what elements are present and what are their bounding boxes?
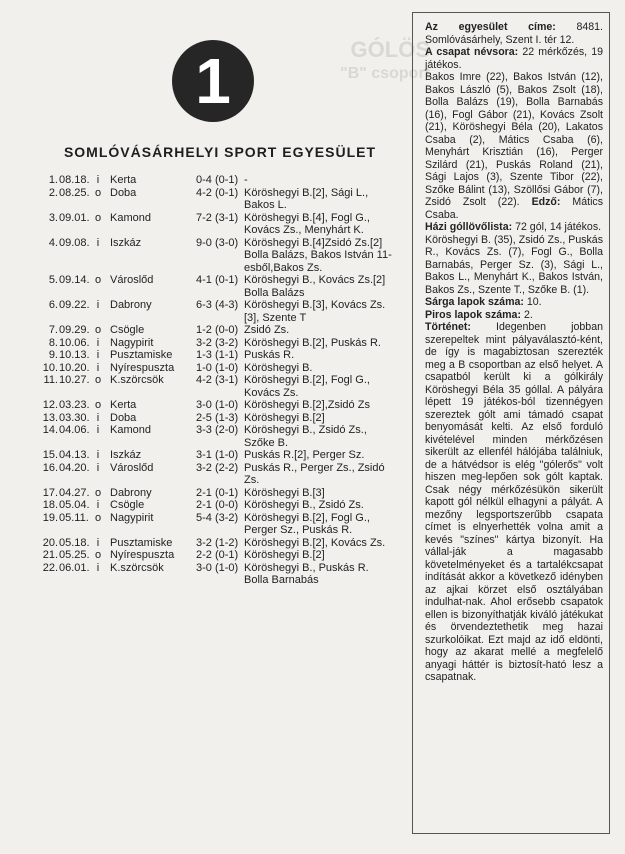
home-away-flag: i [96, 361, 100, 374]
opponent-name: Csögle [110, 324, 145, 336]
result-row [0, 374, 400, 399]
opponent-name: Nagypirit [110, 511, 154, 524]
result-row [0, 399, 400, 412]
goal-scorers: Köröshegyi B.[2], Sági L., Bakos L. [244, 186, 369, 211]
scorers-value: 72 gól, 14 játékos. [515, 221, 602, 233]
history-label: Történet: [425, 321, 471, 333]
opponent-name: K.szörcsök [110, 561, 164, 574]
home-away-flag: i [96, 299, 100, 311]
match-date: 10.27. [59, 374, 90, 386]
opponent-name: Dabrony [110, 486, 152, 499]
address-value: 8481. Somlóvásárhely, Szent I. tér 12. [425, 21, 603, 46]
result-row [0, 487, 400, 500]
home-away-flag: i [96, 336, 100, 349]
opponent-name: Kerta [110, 174, 137, 186]
goal-scorers: Köröshegyi B.[2], Fogl G., Kovács Zs. [244, 374, 370, 399]
goal-scorers: Puskás R., Perger Zs., Zsidó Zs. [244, 461, 385, 486]
match-number: 20. [42, 536, 58, 549]
home-away-flag: i [96, 174, 100, 186]
roster-label: A csapat névsora: [425, 46, 519, 58]
result-row [0, 324, 400, 337]
goal-scorers: Puskás R.[2], Perger Sz. [244, 449, 365, 461]
match-date: 03.30. [59, 411, 90, 424]
match-number: 19. [42, 511, 58, 524]
match-score: 3-2 (2-2) [196, 461, 239, 474]
match-number: 1. [48, 174, 58, 186]
opponent-name: Nyírespuszta [110, 361, 175, 374]
match-date: 09.29. [59, 324, 90, 336]
roster-paragraph [425, 46, 603, 71]
result-row [0, 462, 400, 487]
address-paragraph [425, 21, 603, 46]
result-row [0, 237, 400, 275]
coach-label: Edző: [531, 196, 561, 208]
match-number: 17. [42, 486, 58, 499]
result-row [0, 212, 400, 237]
match-score: 4-2 (3-1) [196, 374, 239, 386]
match-date: 06.01. [59, 561, 90, 574]
home-away-flag: o [94, 324, 102, 336]
match-score: 3-2 (1-2) [196, 536, 239, 549]
goal-scorers: Köröshegyi B., Zsidó Zs. [244, 499, 364, 511]
home-away-flag: i [96, 349, 100, 361]
match-score: 6-3 (4-3) [196, 299, 239, 311]
club-info-column [412, 12, 610, 834]
match-number: 2. [48, 186, 58, 199]
goal-scorers: - [244, 174, 248, 186]
yellow-cards-label: Sárga lapok száma: [425, 296, 524, 308]
match-number: 6. [48, 299, 58, 311]
opponent-name: Pusztamiske [110, 349, 173, 361]
match-date: 04.20. [59, 461, 90, 474]
match-score: 1-2 (0-0) [196, 324, 239, 336]
result-row [0, 362, 400, 375]
goal-scorers: Köröshegyi B.[2], Kovács Zs. [244, 536, 386, 549]
home-away-flag: o [94, 274, 102, 286]
goal-scorers: Köröshegyi B.[2],Zsidó Zs [244, 399, 370, 411]
goal-scorers: Köröshegyi B., Puskás R. Bolla Barnabás [244, 561, 369, 586]
match-date: 09.22. [59, 299, 90, 311]
match-score: 2-1 (0-0) [196, 499, 239, 511]
scorers-paragraph [425, 221, 603, 234]
match-score: 3-2 (3-2) [196, 336, 239, 349]
match-number: 11. [43, 374, 58, 386]
home-away-flag: i [96, 461, 100, 474]
opponent-name: Iszkáz [110, 236, 142, 249]
match-date: 08.25. [59, 186, 90, 199]
result-row [0, 499, 400, 512]
result-row [0, 449, 400, 462]
match-score: 0-4 (0-1) [196, 174, 239, 186]
opponent-name: Városlőd [110, 274, 154, 286]
goal-scorers: Köröshegyi B.[2] [244, 411, 325, 424]
opponent-name: Kamond [110, 211, 151, 224]
scorers-label: Házi góllövőlista: [425, 221, 513, 233]
red-cards-label: Piros lapok száma: [425, 308, 521, 321]
result-row [0, 349, 400, 362]
match-date: 05.11. [59, 511, 89, 524]
match-number: 5. [48, 274, 58, 286]
ghost-header-line-1: GÓLÖS [350, 37, 430, 62]
club-title: SOMLÓVÁSÁRHELYI SPORT EGYESÜLET [63, 144, 377, 160]
result-row [0, 274, 400, 299]
opponent-name: Pusztamiske [110, 536, 173, 549]
ghost-header-line-2: "B" csoport [340, 65, 430, 82]
yellow-cards-paragraph [425, 296, 603, 309]
home-away-flag: o [94, 374, 102, 386]
home-away-flag: o [94, 211, 102, 224]
opponent-name: Városlőd [110, 461, 154, 474]
match-date: 05.04. [59, 499, 90, 511]
home-away-flag: o [94, 549, 102, 561]
goal-scorers: Köröshegyi B.[3] [244, 486, 325, 499]
match-date: 10.20. [59, 361, 90, 374]
red-cards-paragraph [425, 309, 603, 322]
home-away-flag: i [96, 449, 100, 461]
goal-scorers: Köröshegyi B.[4], Fogl G., Kovács Zs., Menyhárt K. [244, 211, 370, 236]
result-row [0, 537, 400, 550]
match-score: 3-3 (2-0) [196, 424, 239, 436]
match-number: 13. [42, 411, 58, 424]
address-label: Az egyesület címe: [425, 21, 556, 33]
match-score: 1-0 (1-0) [196, 361, 239, 374]
match-score: 2-5 (1-3) [196, 411, 239, 424]
opponent-name: Dabrony [110, 299, 152, 311]
match-date: 04.27. [59, 486, 90, 499]
match-number: 3. [48, 211, 58, 224]
match-number: 8. [48, 336, 58, 349]
result-row [0, 512, 400, 537]
match-date: 03.23. [59, 399, 90, 411]
match-number: 7. [48, 324, 58, 336]
match-score: 4-2 (0-1) [196, 186, 239, 199]
history-paragraph [425, 321, 603, 684]
match-date: 04.06. [59, 424, 90, 436]
result-row [0, 337, 400, 350]
roster-names: Bakos Imre (22), Bakos István (12), Bakos László (5), Bakos Zsolt (18), Bolla Balázs (19), Bolla Barnabás (16), Fogl Gábor (21), Kovács Zsolt (21), Köröshegyi Béla (20), Lakatos Csaba (2), Mátics Csaba (6), Menyhárt Krisztián (16), Perger Szilárd (21), Puskás Roland (21), Sági Lajos (3), Szente Tibor (22), Szőke Bálint (13), Szöllősi Gábor (7), Zsidó Zsolt (22). [425, 71, 603, 208]
results-table [0, 174, 400, 587]
result-row [0, 174, 400, 187]
goal-scorers: Zsidó Zs. [244, 324, 290, 336]
match-number: 16. [42, 461, 58, 474]
scorers-names: Köröshegyi B. (35), Zsidó Zs., Puskás R., Kovács Zs. (7), Fogl G., Bolla Barnabás, Perger Sz. (3), Sági L., Bakos L., Menyhárt K., Bakos István, Bakos Zs., Szente T., Szőke B. (1). [425, 233, 603, 296]
opponent-name: K.szörcsök [110, 374, 164, 386]
match-date: 05.25. [59, 549, 90, 561]
match-date: 10.13. [59, 349, 90, 361]
home-away-flag: o [94, 186, 102, 199]
opponent-name: Iszkáz [110, 449, 142, 461]
match-date: 10.06. [59, 336, 90, 349]
coach-value: Mátics Csaba. [425, 196, 604, 221]
match-score: 5-4 (3-2) [196, 511, 239, 524]
yellow-cards-value: 10. [526, 296, 542, 308]
match-score: 9-0 (3-0) [196, 236, 239, 249]
result-row [0, 562, 400, 587]
home-away-flag: i [96, 536, 100, 549]
result-row [0, 299, 400, 324]
match-score: 1-3 (1-1) [196, 349, 239, 361]
match-number: 15. [42, 449, 58, 461]
match-number: 21. [42, 549, 58, 561]
match-number: 4. [48, 236, 58, 249]
match-date: 09.14. [59, 274, 90, 286]
goal-scorers: Köröshegyi B.[3], Kovács Zs.[3], Szente T [244, 299, 386, 324]
match-score: 3-0 (1-0) [196, 399, 239, 411]
opponent-name: Kerta [110, 399, 137, 411]
opponent-name: Kamond [110, 424, 151, 436]
opponent-name: Doba [110, 411, 137, 424]
match-number: 14. [42, 424, 58, 436]
opponent-name: Nyírespuszta [110, 549, 175, 561]
result-row [0, 549, 400, 562]
match-number: 10. [42, 361, 58, 374]
match-number: 18. [42, 499, 58, 511]
opponent-name: Nagypirit [110, 336, 154, 349]
chapter-number-badge: 1 [172, 40, 254, 122]
match-date: 04.13. [59, 449, 90, 461]
roster-names-paragraph [425, 71, 603, 221]
home-away-flag: o [94, 399, 102, 411]
match-date: 05.18. [59, 536, 90, 549]
goal-scorers: Köröshegyi B.[4]Zsidó Zs.[2] Bolla Balázs, Bakos István 11-esből,Bakos Zs. [244, 236, 392, 274]
goal-scorers: Köröshegyi B.[2], Fogl G., Perger Sz., Puskás R. [244, 511, 370, 536]
result-row [0, 412, 400, 425]
home-away-flag: i [96, 424, 100, 436]
match-score: 2-2 (0-1) [196, 549, 239, 561]
opponent-name: Csögle [110, 499, 145, 511]
match-score: 3-1 (1-0) [196, 449, 239, 461]
match-date: 08.18. [59, 174, 90, 186]
goal-scorers: Köröshegyi B., Kovács Zs.[2] Bolla Balázs [244, 274, 386, 299]
match-score: 4-1 (0-1) [196, 274, 239, 286]
home-away-flag: o [94, 511, 102, 524]
result-row [0, 424, 400, 449]
match-score: 3-0 (1-0) [196, 561, 239, 574]
opponent-name: Doba [110, 186, 137, 199]
match-number: 22. [42, 561, 58, 574]
goal-scorers: Puskás R. [244, 349, 295, 361]
goal-scorers: Köröshegyi B., Zsidó Zs., Szőke B. [244, 424, 367, 449]
goal-scorers: Köröshegyi B. [244, 361, 313, 374]
red-cards-value: 2. [523, 308, 533, 321]
match-date: 09.01. [59, 211, 90, 224]
goal-scorers: Köröshegyi B.[2] [244, 549, 325, 561]
home-away-flag: i [96, 411, 100, 424]
roster-value: 22 mérkőzés, 19 játékos. [425, 46, 603, 71]
match-score: 2-1 (0-1) [196, 486, 239, 499]
goal-scorers: Köröshegyi B.[2], Puskás R. [244, 336, 381, 349]
match-score: 7-2 (3-1) [196, 211, 239, 224]
match-number: 12. [42, 399, 58, 411]
history-text: Idegenben jobban szerepeltek mint pályaválasztó-ként, de így is magabiztosan szerezték meg a B csoportban az első helyet. A csapatból került ki a gólkirály Köröshegyi Béla 35 góllal. A pályára lépett 19 játékos-ból tizennégyen szereztek gólt ami támadó csapat benyomását kelti. Az első forduló kivételével minden mérkőzésen sikerült az ellenfél hálójába találniuk, de a hátvédsor is elég "gólerős" volt hiszen meg-lepően sok gólt kaptak. Csak négy mérkőzésükön sikerült kapott gól nélkül elhagyni a pályát. A mezőny legsportszerűbb csapata címet is elnyerhették volna amit a kevés "színes" kártya bizonyít. Ha vállal-ják a magasabb követelményeket és a tartalékcsapat indítását akkor a következő idényben az ajkai körzet első osztályában indulhat-nak. Ahol erősebb csapatok ellen is bizonyíthatják kiváló játékukat és örvendeztethetik meg hazai szurkolóikat. Ezt majd az idő eldönti, hogy az akarat mellé a megfelelő anyagi háttér is biztosít-ható lesz a csapatnak. [425, 321, 603, 683]
match-number: 9. [48, 349, 58, 361]
result-row [0, 187, 400, 212]
home-away-flag: o [94, 486, 102, 499]
home-away-flag: i [96, 236, 100, 249]
home-away-flag: i [96, 499, 100, 511]
home-away-flag: i [96, 561, 100, 574]
match-date: 09.08. [59, 236, 90, 249]
